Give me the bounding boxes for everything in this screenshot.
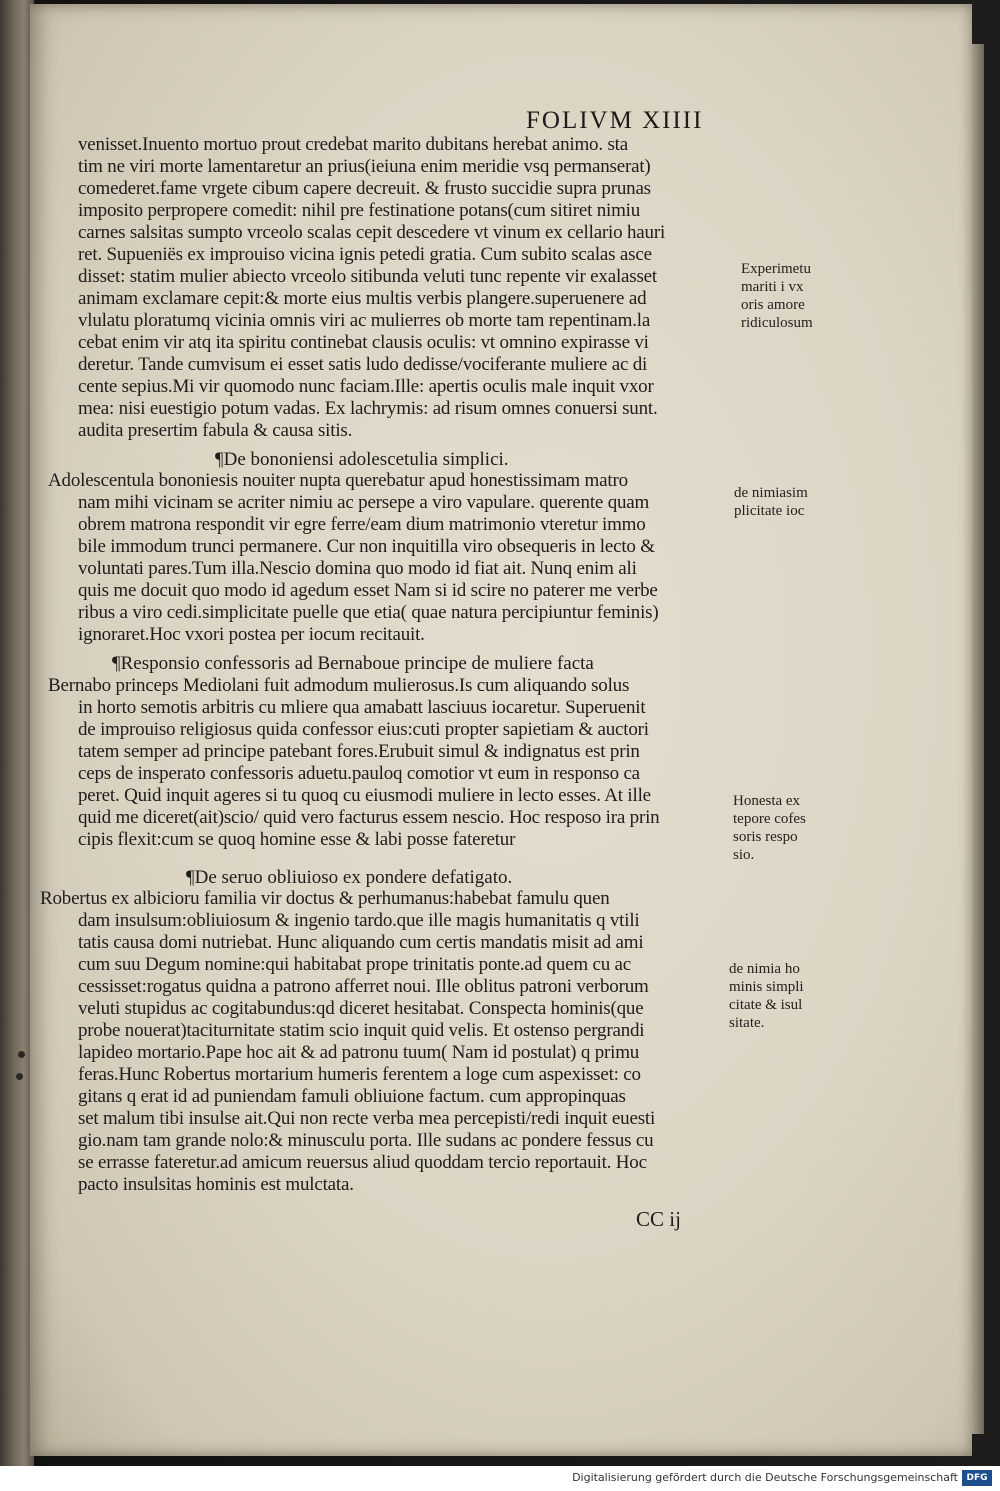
text-line: peret. Quid inquit ageres si tu quoq cu eiusmodi muliere in lecto esses. At ille bbox=[78, 785, 651, 806]
text-line: carnes salsitas sumpto vrceolo scalas cepit descedere vt vinum ex cellario hauri bbox=[78, 222, 666, 243]
text-line: feras.Hunc Robertus mortarium humeris ferentem a loge cum aspexisset: co bbox=[78, 1064, 641, 1085]
text-line: audita presertim fabula & causa sitis. bbox=[78, 420, 353, 441]
signature-mark: CC ij bbox=[636, 1207, 681, 1231]
margin-note-line: de nimiasim bbox=[734, 485, 808, 501]
text-line: vlulatu ploratumq vicinia omnis viri ac mulierres ob morte tam repentinam.la bbox=[78, 310, 651, 331]
margin-note-line: minis simpli bbox=[729, 979, 804, 995]
dfg-logo-icon: DFG bbox=[962, 1470, 992, 1486]
text-line: nam mihi vicinam se acriter nimiu ac persepe a viro vapulare. querente quam bbox=[78, 492, 650, 513]
text-line: de improuiso religiosus quida confessor eius:cuti propter sapietiam & auctori bbox=[78, 719, 649, 740]
text-line: mea: nisi euestigio potum vadas. Ex lachrymis: ad risum omnes conuersi sunt. bbox=[78, 398, 658, 419]
footer-bar bbox=[0, 1466, 1000, 1491]
section-heading: ¶De seruo obliuioso ex pondere defatigato. bbox=[186, 867, 513, 888]
text-line: deretur. Tande cumvisum ei esset satis ludo dedisse/vociferante muliere ac di bbox=[78, 354, 648, 375]
text-line: veluti stupidus ac cogitabundus:qd diceret hesitabat. Conspecta hominis(que bbox=[78, 998, 644, 1019]
section-heading: ¶De bononiensi adolescetulia simplici. bbox=[215, 449, 509, 470]
book-spine bbox=[0, 0, 34, 1466]
text-line: cebat enim vir atq ita spiritu continebat clausis oculis: vt omnino expirasse vi bbox=[78, 332, 649, 353]
text-line: cessisset:rogatus quidna a patrono afferret noui. Ille oblitus patroni verborum bbox=[78, 976, 649, 997]
margin-note-line: sio. bbox=[733, 847, 755, 863]
margin-note-line: plicitate ioc bbox=[734, 503, 805, 519]
margin-note bbox=[733, 792, 806, 864]
text-line: obrem matrona respondit vir egre ferre/eam dium matrimonio vteretur immo bbox=[78, 514, 646, 535]
text-line: Robertus ex albicioru familia vir doctus & perhumanus:habebat famulu quen bbox=[40, 888, 610, 909]
margin-note-line: citate & isul bbox=[729, 997, 803, 1013]
text-line: ret. Supueniës ex improuiso vicina ignis petedi gratia. Cum subito scalas asce bbox=[78, 244, 652, 265]
text-line: tatis causa domi nutriebat. Hunc aliquando cum certis mandatis misit ad ami bbox=[78, 932, 644, 953]
margin-note bbox=[734, 484, 808, 520]
text-line: tatem semper ad principe patebant fores.Erubuit simul & indignatus est prin bbox=[78, 741, 640, 762]
text-line: in horto semotis arbitris cu mliere qua amabatt lasciuus iocaretur. Superuenit bbox=[78, 697, 646, 718]
margin-note bbox=[729, 960, 804, 1032]
margin-note-line: oris amore bbox=[741, 297, 805, 313]
margin-note-line: mariti i vx bbox=[741, 279, 804, 295]
margin-note-line: de nimia ho bbox=[729, 961, 800, 977]
footer-credit: Digitalisierung gefördert durch die Deutsche Forschungsgemeinschaft bbox=[572, 1471, 958, 1484]
text-line: ignoraret.Hoc vxori postea per iocum recitauit. bbox=[78, 624, 425, 645]
text-line: set malum tibi insulse ait.Qui non recte verba mea percepisti/redi inquit euesti bbox=[78, 1108, 656, 1129]
section-heading: ¶Responsio confessoris ad Bernaboue principe de muliere facta bbox=[112, 653, 594, 674]
margin-note-line: Experimetu bbox=[741, 261, 811, 277]
text-line: ceps de insperato confessoris aduetu.pauloq comotior vt eum in responso ca bbox=[78, 763, 640, 784]
text-line: disset: statim mulier abiecto vrceolo sitibunda veluti tunc repente vir exalasset bbox=[78, 266, 657, 287]
text-line: cente sepius.Mi vir quomodo nunc faciam.Ille: apertis oculis male inquit vxor bbox=[78, 376, 654, 397]
text-line: pacto insulsitas hominis est mulctata. bbox=[78, 1174, 354, 1195]
margin-note-line: soris respo bbox=[733, 829, 798, 845]
text-line: tim ne viri morte lamentaretur an prius(ieiuna enim meridie vsq permanserat) bbox=[78, 156, 651, 177]
margin-note-line: tepore cofes bbox=[733, 811, 806, 827]
text-line: bile immodum trunci permanere. Cur non inquitilla viro obsequeris in lecto & bbox=[78, 536, 655, 557]
margin-note bbox=[741, 260, 813, 332]
text-line: gio.nam tam grande nolo:& minusculu porta. Ille sudans ac pondere fessus cu bbox=[78, 1130, 654, 1151]
text-line: lapideo mortario.Pape hoc ait & ad patronu tuum( Nam id postulat) q primu bbox=[78, 1042, 640, 1063]
ink-mark-icon bbox=[16, 1073, 23, 1080]
text-line: se errasse fateretur.ad amicum reuersus aliud quoddam tercio reportauit. Hoc bbox=[78, 1152, 647, 1173]
text-line: probe nouerat)taciturnitate statim scio inquit quid velis. Et ostenso pergrandi bbox=[78, 1020, 645, 1041]
margin-note-line: Honesta ex bbox=[733, 793, 801, 809]
text-line: quis me docuit quo modo id agedum esset Nam si id scire no paterer me verbe bbox=[78, 580, 658, 601]
text-line: Bernabo princeps Mediolani fuit admodum mulierosus.Is cum aliquando solus bbox=[48, 675, 630, 696]
text-line: voluntati pares.Tum illa.Nescio domina quo modo id fiat ait. Nunq enim ali bbox=[78, 558, 637, 579]
text-line: comederet.fame vrgete cibum capere decreuit. & frusto succidie supra prunas bbox=[78, 178, 651, 199]
text-line: gitans q erat id ad puniendam famuli obliuione factum. cum appropinquas bbox=[78, 1086, 626, 1107]
text-line: Adolescentula bononiesis nouiter nupta querebatur apud honestissimam matro bbox=[48, 470, 628, 491]
text-line: imposito perpropere comedit: nihil pre festinatione potans(cum sitiret nimiu bbox=[78, 200, 641, 221]
text-line: dam insulsum:obliuiosum & ingenio tardo.que ille magis humanitatis q vtili bbox=[78, 910, 640, 931]
text-line: cum suu Degum nomine:qui habitabat prope trinitatis ponte.ad quem cu ac bbox=[78, 954, 632, 975]
text-line: cipis flexit:cum se quoq homine esse & labi posse fateretur bbox=[78, 829, 516, 850]
text-line: quid me diceret(ait)scio/ quid vero facturus essem nescio. Hoc resposo ira prin bbox=[78, 807, 660, 828]
margin-note-line: sitate. bbox=[729, 1015, 765, 1031]
text-line: animam exclamare cepit:& morte eius multis verbis plangere.superuenere ad bbox=[78, 288, 647, 309]
text-line: ribus a viro cedi.simplicitate puelle que etia( quae natura percipiuntur feminis) bbox=[78, 602, 659, 623]
margin-note-line: ridiculosum bbox=[741, 315, 813, 331]
text-line: venisset.Inuento mortuo prout credebat marito dubitans herebat animo. sta bbox=[78, 134, 628, 155]
folio-number: FOLIVM XIIII bbox=[526, 107, 704, 134]
ink-mark-icon bbox=[18, 1051, 25, 1058]
